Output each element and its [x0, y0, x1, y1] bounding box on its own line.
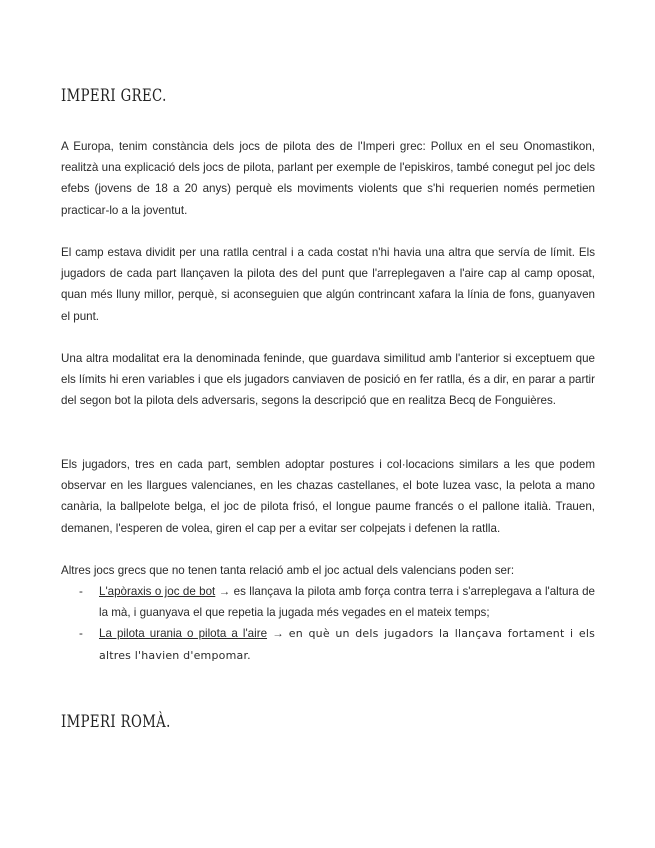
paragraph-4: Els jugadors, tres en cada part, semblen adoptar postures i col·locacions similars a les que podem observar en les llargues valencianes, en les chazas castellanes, el bote luzea vasc, la pelota a mano canària, la ballpelote belga, el joc de pilota frisó, el longue paume francés o el pallone italià. Trauen, demanen, l'esperen de volea, giren el cap per a evitar ser colpejats i defenen la ratlla.	[61, 458, 595, 535]
section-heading-roman: IMPERI ROMÀ.	[61, 712, 171, 732]
list-intro: Altres jocs grecs que no tenen tanta relació amb el joc actual dels valencians poden ser:	[61, 564, 515, 577]
list-item-term: L'apòraxis o joc de bot	[99, 585, 216, 598]
list-item	[61, 581, 595, 623]
list-dash: -	[79, 627, 83, 641]
list-item-text: en què un dels jugadors la llançava fortament i els altres l'havien d'empomar.	[99, 627, 596, 662]
paragraph-1: A Europa, tenim constància dels jocs de pilota des de l'Imperi grec: Pollux en el seu Onomastikon, realitzà una explicació dels jocs de pilota, parlant per exemple de l'episkiros, també conegut pel joc dels efebs (jovens de 18 a 20 anys) perquè els moviments violents que s'hi requerien només permetien practicar-lo a la joventut.	[61, 140, 595, 217]
list-item	[61, 623, 595, 665]
arrow-symbol: →	[267, 627, 289, 641]
list-item-text: es llançava la pilota amb força contra terra i s'arreplegava a l'altura de la mà, i guanyava el que repetia la jugada més vegades en el mateix temps;	[99, 585, 596, 620]
list-item-term: La pilota urania o pilota a l'aire	[99, 627, 268, 641]
paragraph-3: Una altra modalitat era la denominada feninde, que guardava similitud amb l'anterior si exceptuem que els límits hi eren variables i que els jugadors canviaven de posició en fer ratlla, és a dir, en parar a partir del segon bot la pilota dels adversaris, segons la descripció que en realitza Becq de Fonguières.	[61, 352, 595, 408]
section-heading-greek: IMPERI GREC.	[61, 86, 167, 106]
arrow-symbol: →	[215, 585, 234, 598]
list-dash: -	[79, 585, 83, 598]
paragraph-2: El camp estava dividit per una ratlla central i a cada costat n'hi havia una altra que servía de límit. Els jugadors de cada part llançaven la pilota des del punt que l'arreplegaven a l'aire cap al camp oposat, quan més lluny millor, perquè, si aconseguien que algún contrincant xafara la línia de fons, guanyaven el punt.	[61, 246, 595, 323]
greek-games-list	[61, 581, 595, 666]
